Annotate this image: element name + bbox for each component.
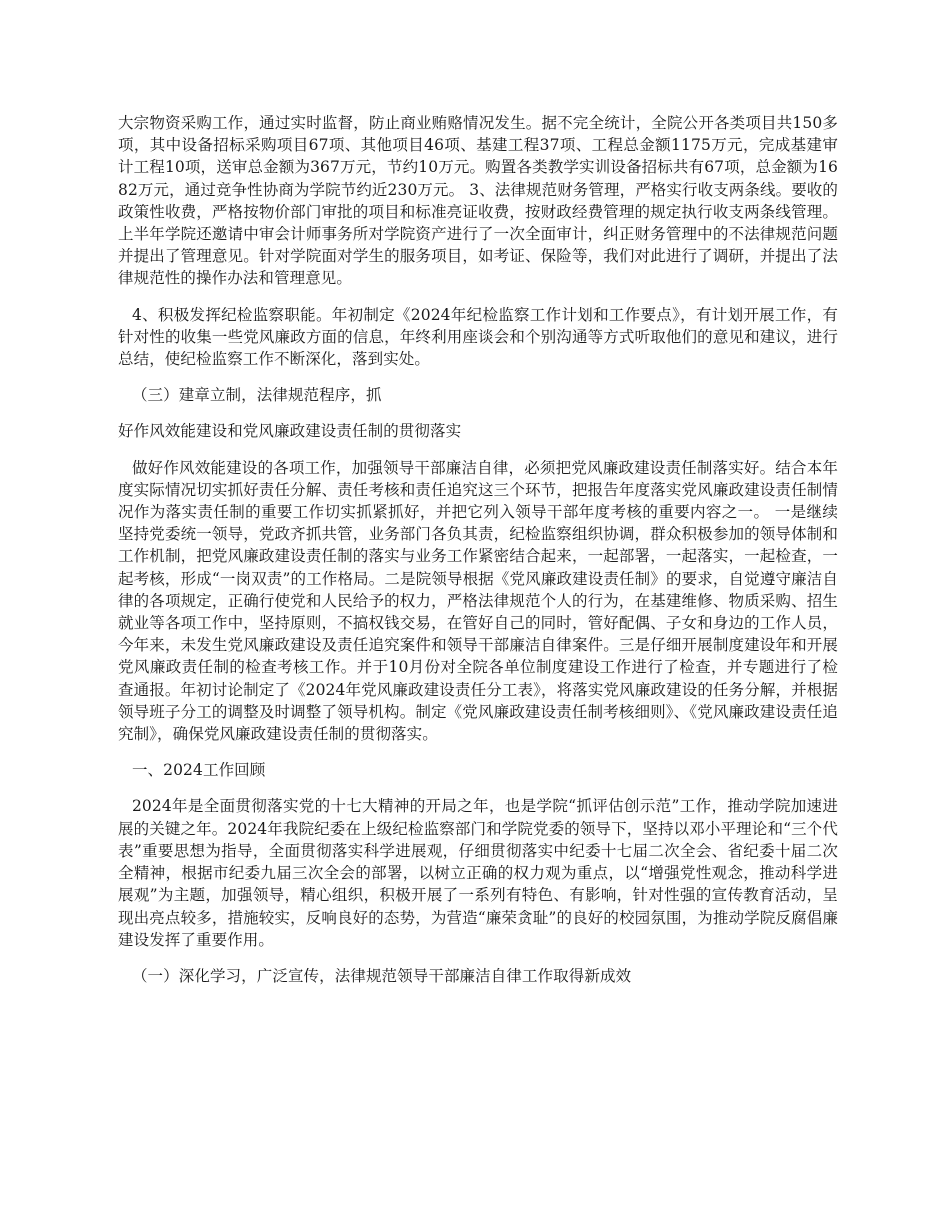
paragraph-annual-review: 2024年是全面贯彻落实党的十七大精神的开局之年，也是学院“抓评估创示范”工作，推动学院加速进展的关键之年。2024年我院纪委在上级纪检监察部门和学院党委的领导下，坚持以邓小平理论和“三个代表”重要思想为指导，全面贯彻落实科学进展观，仔细贯彻落实中纪委十七届二次全会、省纪委十届二次全精神，根据市纪委九届三次全会的部署，以树立正确的权力观为重点，以“增强党性观念，推动科学进展观”为主题，加强领导，精心组织，积极开展了一系列有特色、有影响，针对性强的宣传教育活动，呈现出亮点较多，措施较实，反响良好的态势，为营造“廉荣贪耻”的良好的校园氛围，为推动学院反腐倡廉建设发挥了重要作用。 — [118, 797, 838, 949]
subsection-heading-one: （一）深化学习，广泛宣传，法律规范领导干部廉洁自律工作取得新成效 — [131, 966, 632, 985]
section-heading-three-continued: 好作风效能建设和党风廉政建设责任制的贯彻落实 — [118, 422, 462, 441]
document-page — [118, 112, 838, 987]
paragraph-procurement-finance: 大宗物资采购工作，通过实时监督，防止商业贿赂情况发生。据不完全统计，全院公开各类项目共150多项，其中设备招标采购项目67项、其他项目46项、基建工程37项、工程总金额1175万元，完成基建审计工程10项，送审总金额为367万元，节约10万元。购置各类教学实训设备招标共有67项，总金额为1682万元，通过竞争性协商为学院节约近230万元。 3、法律规范财务管理，严格实行收支两条线。要收的政策性收费，严格按物价部门审批的项目和标准亮证收费，按财政经费管理的规定执行收支两条线管理。上半年学院还邀请中审会计师事务所对学院资产进行了一次全面审计，纠正财务管理中的不法律规范问题并提出了管理意见。针对学院面对学生的服务项目，如考证、保险等，我们对此进行了调研，并提出了法律规范性的操作办法和管理意见。 — [118, 114, 838, 288]
section-heading-review: 一、2024工作回顾 — [131, 761, 266, 780]
section-heading-three: （三）建章立制，法律规范程序，抓 — [131, 386, 382, 405]
paragraph-discipline-inspection: 4、积极发挥纪检监察职能。年初制定《2024年纪检监察工作计划和工作要点》，有计划开展工作，有针对性的收集一些党风廉政方面的信息，年终利用座谈会和个别沟通等方式听取他们的意见和建议，进行总结，使纪检监察工作不断深化，落到实处。 — [118, 305, 838, 369]
paragraph-responsibility-system: 做好作风效能建设的各项工作，加强领导干部廉洁自律，必须把党风廉政建设责任制落实好。结合本年度实际情况切实抓好责任分解、责任考核和责任追究这三个环节，把报告年度落实党风廉政建设责任制情况作为落实责任制的重要工作切实抓紧抓好，并把它列入领导干部年度考核的重要内容之一。 一是继续坚持党委统一领导，党政齐抓共管，业务部门各负其责，纪检监察组织协调，群众积极参加的领导体制和工作机制，把党风廉政建设责任制的落实与业务工作紧密结合起来，一起部署，一起落实，一起检查，一起考核，形成“一岗双责”的工作格局。二是院领导根据《党风廉政建设责任制》的要求，自觉遵守廉洁自律的各项规定，正确行使党和人民给予的权力，严格法律规范个人的行为，在基建维修、物质采购、招生就业等各项工作中，坚持原则，不搞权钱交易，在管好自己的同时，管好配偶、子女和身边的工作人员，今年来，未发生党风廉政建设及责任追究案件和领导干部廉洁自律案件。三是仔细开展制度建设年和开展党风廉政责任制的检查考核工作。并于10月份对全院各单位制度建设工作进行了检查，并专题进行了检查通报。年初讨论制定了《2024年党风廉政建设责任分工表》，将落实党风廉政建设的任务分解，并根据领导班子分工的调整及时调整了领导机构。制定《党风廉政建设责任制考核细则》、《党风廉政建设责任追究制》，确保党风廉政建设责任制的贯彻落实。 — [118, 458, 838, 744]
